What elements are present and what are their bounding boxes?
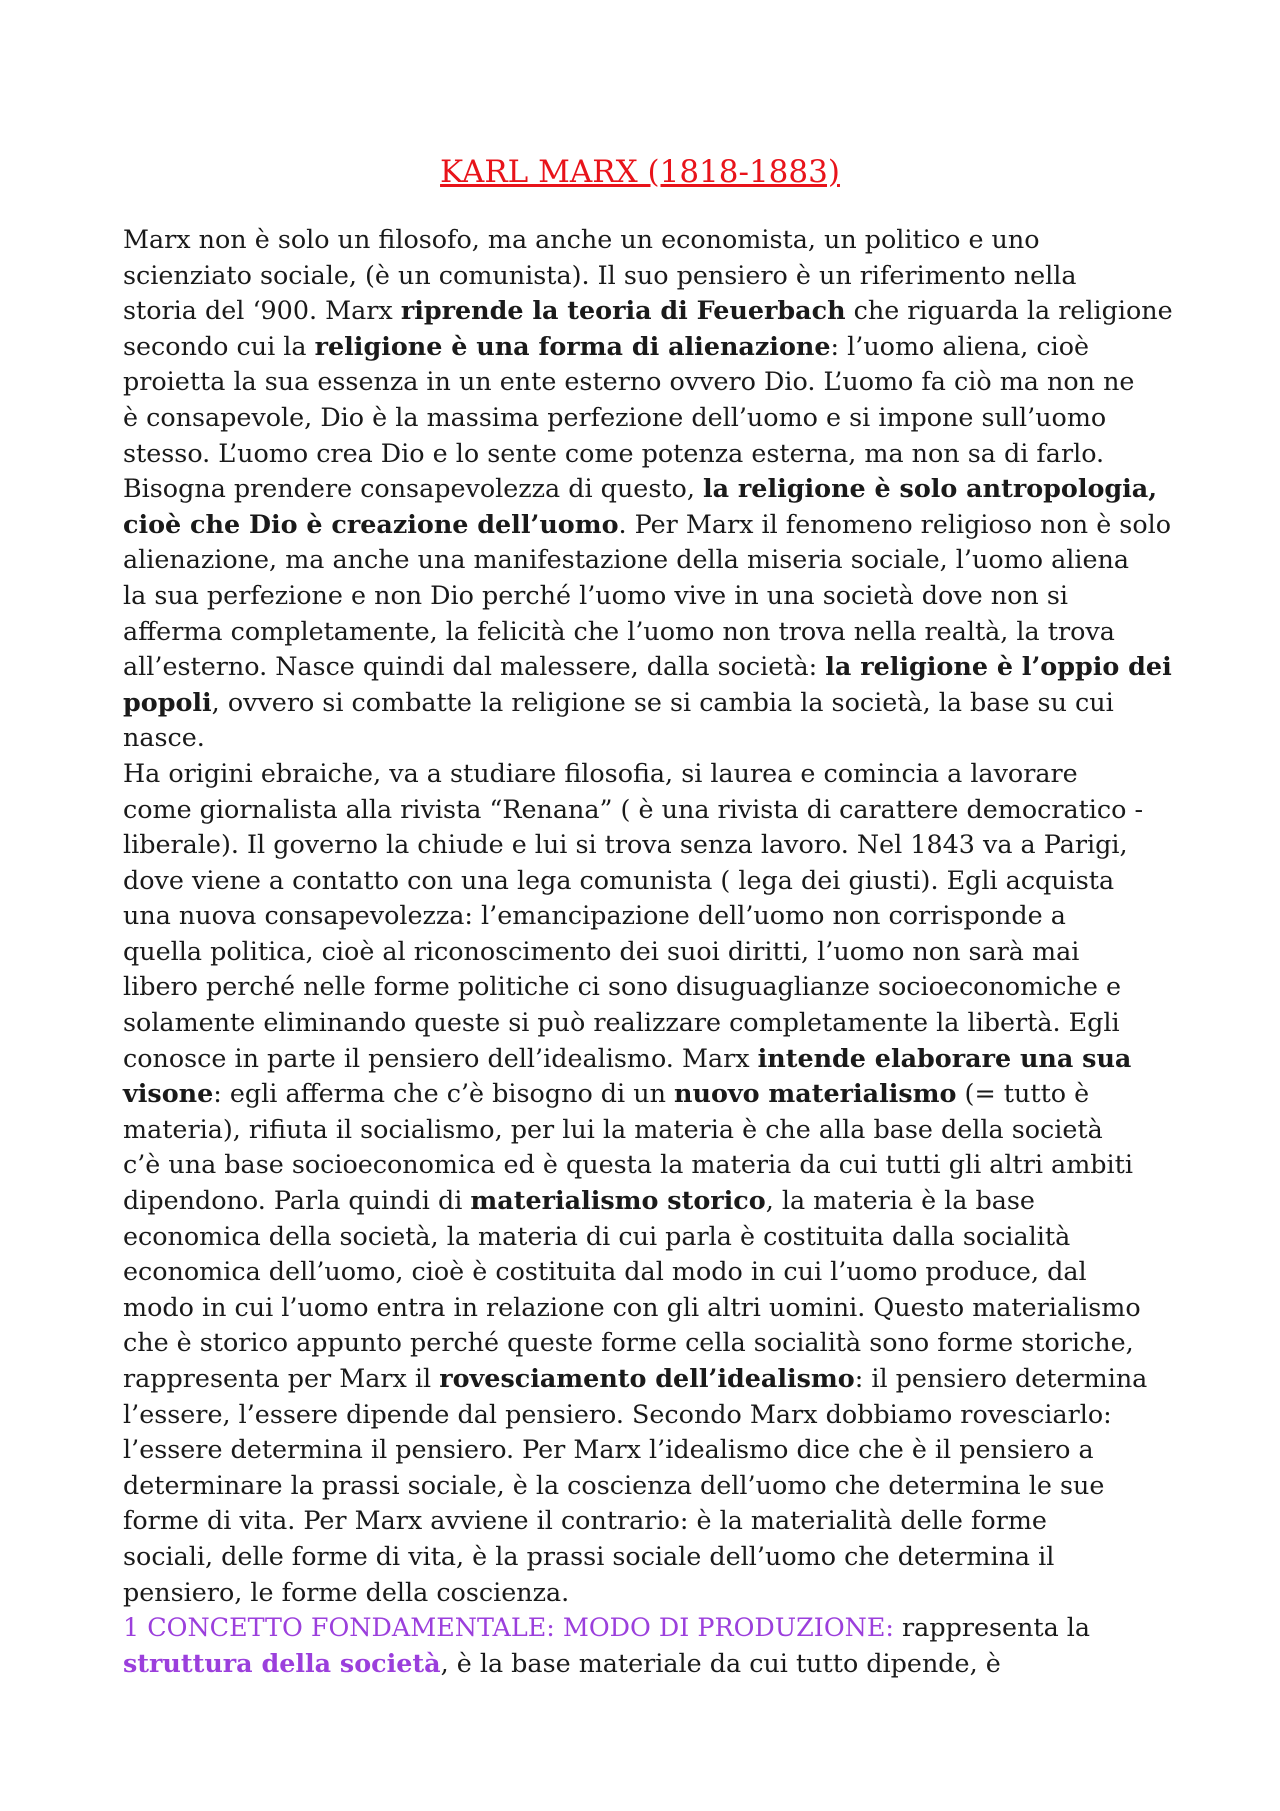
text-line [123,1076,1183,1112]
text-segment: l’essere determina il pensiero. Per Marx l’idealismo dice che è il pensiero a [123,1434,1094,1465]
text-segment: Marx non è solo un filosofo, ma anche un economista, un politico e uno [123,224,1040,254]
text-segment: libero perché nelle forme politiche ci sono disuguaglianze socioeconomiche e [123,971,1121,1002]
text-line [123,471,1183,507]
text-segment: afferma completamente, la felicità che l’uomo non trova nella realtà, la trova [123,615,1115,646]
text-segment: conosce in parte il pensiero dell’idealismo. Marx [123,1042,758,1073]
document-title: KARL MARX (1818-1883) [440,154,840,190]
text-segment: Ha origini ebraiche, va a studiare filosofia, si laurea e comincia a lavorare [123,757,1078,788]
bold-text: la religione è l’oppio dei [825,651,1172,682]
text-line [123,614,1183,650]
text-line [123,364,1183,400]
text-segment: forme di vita. Per Marx avviene il contrario: è la materialità delle forme [123,1505,1047,1536]
text-segment: una nuova consapevolezza: l’emancipazione dell’uomo non corrisponde a [123,900,1066,931]
text-segment: rappresenta la [893,1612,1091,1643]
text-segment: che è storico appunto perché queste forme cella socialità sono forme storiche, [123,1327,1134,1358]
text-line [123,507,1183,543]
text-segment: quella politica, cioè al riconoscimento dei suoi diritti, l’uomo non sarà mai [123,935,1080,966]
text-segment: alienazione, ma anche una manifestazione della miseria sociale, l’uomo aliena [123,544,1129,575]
bold-text: la religione è solo antropologia, [702,473,1158,504]
text-segment: la sua perfezione e non Dio perché l’uomo vive in una società dove non si [123,579,1068,610]
text-segment: : il pensiero determina [854,1363,1148,1393]
text-segment: , è la base materiale da cui tutto dipende, è [440,1647,1001,1678]
text-segment: . Per Marx il fenomeno religioso non è solo [618,508,1172,539]
text-line [123,542,1183,578]
text-line [123,827,1183,863]
text-segment: : egli afferma che c’è bisogno di un [213,1078,675,1109]
bold-text: religione è una forma di alienazione [314,330,831,361]
text-line [123,1183,1183,1219]
text-line [123,969,1183,1005]
text-segment: economica dell’uomo, cioè è costituita dal modo in cui l’uomo produce, dal [123,1256,1087,1287]
text-line [123,293,1183,329]
text-line [123,1325,1183,1361]
text-line [123,649,1183,685]
concept-highlight-text: 1 CONCETTO FONDAMENTALE: MODO DI PRODUZIONE: [123,1612,894,1643]
text-line [123,329,1183,365]
text-segment: solamente eliminando queste si può realizzare completamente la libertà. Egli [123,1007,1120,1038]
bold-text: nuovo materialismo [674,1078,957,1109]
text-segment: determinare la prassi sociale, è la coscienza dell’uomo che determina le sue [123,1469,1105,1500]
text-line [123,1112,1183,1148]
bold-text: rovesciamento dell’idealismo [439,1363,855,1393]
bold-text: intende elaborare una sua [757,1042,1132,1073]
text-segment: dove viene a contatto con una lega comunista ( lega dei giusti). Egli acquista [123,864,1115,895]
text-line [123,222,1183,258]
text-segment: , la materia è la base [765,1185,1035,1216]
text-line [123,1503,1183,1539]
text-line [123,436,1183,472]
text-segment: rappresenta per Marx il [123,1363,440,1393]
text-segment: dipendono. Parla quindi di [123,1185,471,1216]
text-line [123,578,1183,614]
text-segment: : l’uomo aliena, cioè [830,330,1090,361]
concept-highlight-text: struttura della società [123,1647,441,1678]
text-segment: (= tutto è [956,1078,1090,1109]
text-line [123,685,1183,721]
text-line [123,1005,1183,1041]
text-line [123,1290,1183,1326]
text-line [123,1575,1183,1611]
text-segment: proietta la sua essenza in un ente esterno ovvero Dio. L’uomo fa ciò ma non ne [123,366,1135,397]
text-segment: materia), rifiuta il socialismo, per lui la materia è che alla base della società [123,1113,1103,1144]
text-line [123,1397,1183,1433]
text-segment: economica della società, la materia di cui parla è costituita dalla socialità [123,1220,1071,1251]
text-segment: liberale). Il governo la chiude e lui si trova senza lavoro. Nel 1843 va a Parigi, [123,829,1128,860]
text-segment: modo in cui l’uomo entra in relazione con gli altri uomini. Questo materialismo [123,1291,1141,1322]
text-line [123,1041,1183,1077]
text-segment: Bisogna prendere consapevolezza di questo, [123,473,703,504]
text-segment: all’esterno. Nasce quindi dal malessere, dalla società: [123,651,826,682]
bold-text: popoli [123,686,212,717]
text-segment: storia del ‘900. Marx [123,295,401,326]
document-body [123,222,1183,1681]
text-segment: scienziato sociale, (è un comunista). Il suo pensiero è un riferimento nella [123,259,1077,290]
bold-text: riprende la teoria di Feuerbach [400,295,846,326]
text-line [123,720,1183,756]
text-line [123,898,1183,934]
text-segment: che riguarda la religione [845,295,1173,326]
bold-text: cioè che Dio è creazione dell’uomo [123,508,619,539]
text-line [123,1219,1183,1255]
text-segment: c’è una base socioeconomica ed è questa la materia da cui tutti gli altri ambiti [123,1149,1133,1180]
text-segment: è consapevole, Dio è la massima perfezione dell’uomo e si impone sull’uomo [123,401,1107,432]
bold-text: visone [123,1078,214,1109]
text-line [123,756,1183,792]
text-line [123,1539,1183,1575]
text-line [123,934,1183,970]
text-line [123,1361,1183,1397]
text-line [123,863,1183,899]
text-line [123,1254,1183,1290]
text-segment: sociali, delle forme di vita, è la prassi sociale dell’uomo che determina il [123,1540,1055,1571]
text-line [123,1432,1183,1468]
text-segment: , ovvero si combatte la religione se si cambia la società, la base su cui [211,686,1114,717]
text-segment: l’essere, l’essere dipende dal pensiero. Secondo Marx dobbiamo rovesciarlo: [123,1398,1112,1429]
text-line [123,1646,1183,1682]
text-segment: nasce. [123,722,205,753]
text-segment: pensiero, le forme della coscienza. [123,1576,570,1607]
text-line [123,1610,1183,1646]
text-segment: secondo cui la [123,330,315,361]
text-line [123,1147,1183,1183]
text-segment: come giornalista alla rivista “Renana” ( è una rivista di carattere democratico - [123,793,1144,824]
text-line [123,400,1183,436]
text-line [123,1468,1183,1504]
bold-text: materialismo storico [470,1185,766,1216]
text-line [123,792,1183,828]
text-segment: stesso. L’uomo crea Dio e lo sente come potenza esterna, ma non sa di farlo. [123,437,1105,468]
text-line [123,258,1183,294]
